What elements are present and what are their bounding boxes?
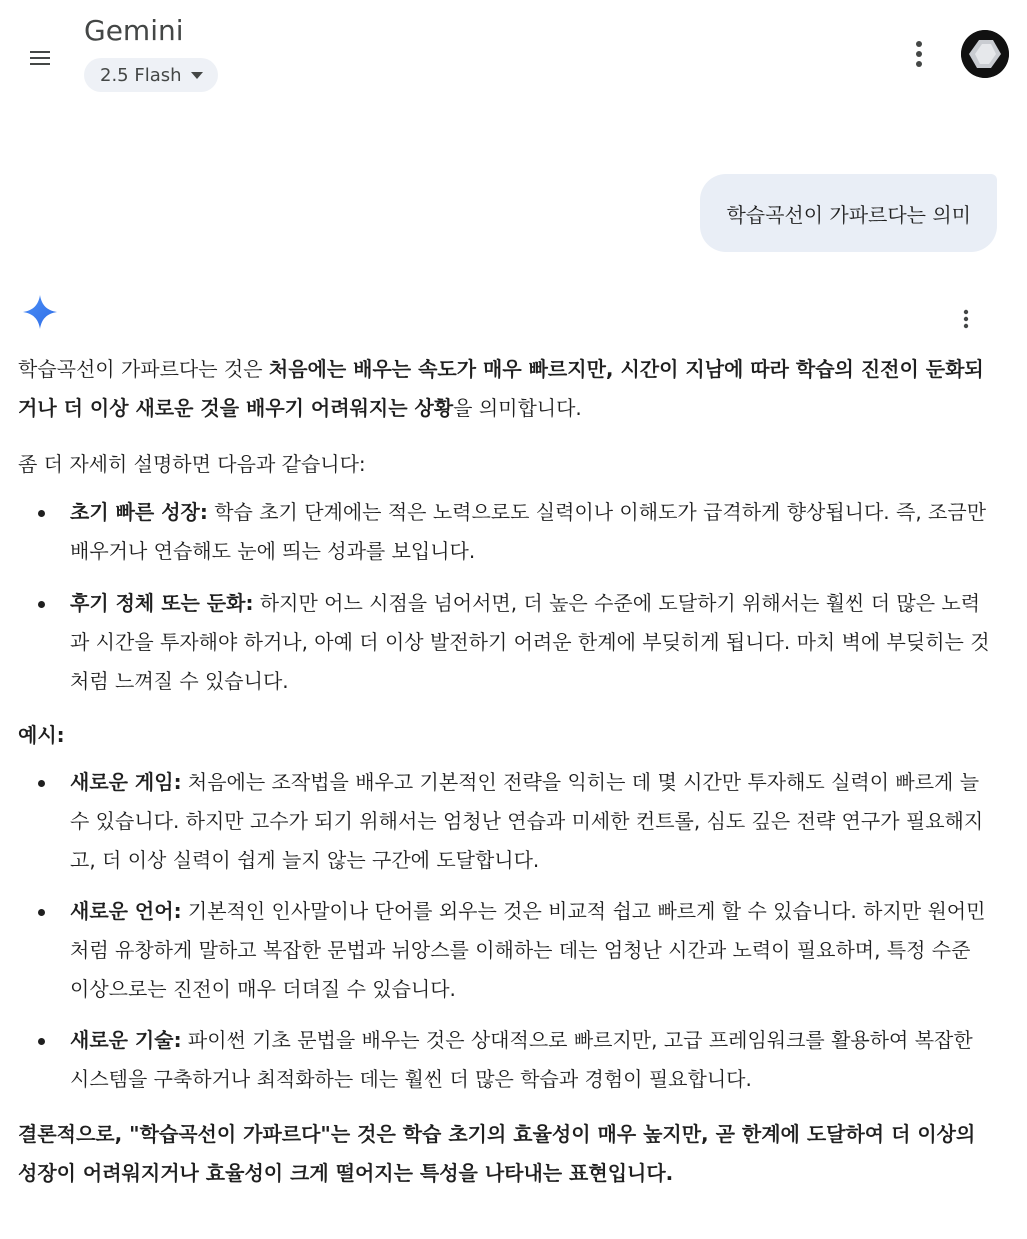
intro-text-end: 을 의미합니다.	[453, 396, 582, 420]
explain-intro: 좀 더 자세히 설명하면 다음과 같습니다:	[18, 452, 366, 476]
conclusion-text: 결론적으로, "학습곡선이 가파르다"는 것은 학습 초기의 효율성이 매우 높지만, 곧 한계에 도달하여 더 이상의 성장이 어려워지거나 효율성이 크게 떨어지는 특성을 나타내는 표현입니다.	[18, 1122, 976, 1185]
response-more-button[interactable]	[953, 305, 979, 333]
gemini-sparkle-icon	[22, 294, 58, 330]
model-selector-button[interactable]	[84, 58, 218, 92]
list-item-title: 새로운 게임:	[70, 770, 182, 794]
conclusion	[18, 1115, 993, 1193]
list-item	[70, 584, 993, 701]
list-item-text: 파이썬 기초 문법을 배우는 것은 상대적으로 빠르지만, 고급 프레임워크를 활용하여 복잡한 시스템을 구축하거나 최적화하는 데는 훨씬 더 많은 학습과 경험이 필요합니다.	[70, 1028, 973, 1091]
examples-list	[18, 763, 993, 1099]
list-item-text: 하지만 어느 시점을 넘어서면, 더 높은 수준에 도달하기 위해서는 훨씬 더 많은 노력과 시간을 투자해야 하거나, 아예 더 이상 발전하기 어려운 한계에 부딪히게 됩니다. 마치 벽에 부딪히는 것처럼 느껴질 수 있습니다.	[70, 591, 990, 693]
response-intro	[18, 350, 993, 428]
dropdown-arrow-icon	[190, 70, 204, 80]
model-label: 2.5 Flash	[100, 64, 182, 86]
list-item	[70, 763, 993, 880]
list-item	[70, 892, 993, 1009]
intro-bold-text: 처음에는 배우는 속도가 매우 빠르지만, 시간이 지남에 따라 학습의 진전이 둔화되거나 더 이상 새로운 것을 배우기 어려워지는 상황	[18, 357, 984, 420]
intro-text: 학습곡선이 가파르다는 것은	[18, 357, 269, 381]
user-message-text: 학습곡선이 가파르다는 의미	[726, 202, 971, 227]
list-item-text: 학습 초기 단계에는 적은 노력으로도 실력이나 이해도가 급격하게 향상됩니다. 즉, 조금만 배우거나 연습해도 눈에 띄는 성과를 보입니다.	[70, 500, 987, 563]
hamburger-menu-icon	[28, 48, 52, 68]
examples-heading	[18, 716, 993, 755]
avatar-image	[961, 30, 1009, 78]
more-options-button[interactable]	[904, 36, 934, 72]
account-avatar-button[interactable]	[961, 30, 1009, 78]
top-app-bar	[0, 0, 1027, 110]
list-item-text: 기본적인 인사말이나 단어를 외우는 것은 비교적 쉽고 빠르게 할 수 있습니다. 하지만 원어민처럼 유창하게 말하고 복잡한 문법과 뉘앙스를 이해하는 데는 엄청난 시간과 노력이 필요하며, 특정 수준 이상으로는 진전이 매우 더뎌질 수 있습니다.	[70, 899, 986, 1001]
app-title: Gemini	[84, 14, 184, 47]
model-response	[18, 350, 993, 1193]
examples-heading-text: 예시:	[18, 723, 65, 747]
list-item-text: 처음에는 조작법을 배우고 기본적인 전략을 익히는 데 몇 시간만 투자해도 실력이 빠르게 늘 수 있습니다. 하지만 고수가 되기 위해서는 엄청난 연습과 미세한 컨트롤, 심도 깊은 전략 연구가 필요해지고, 더 이상 실력이 쉽게 늘지 않는 구간에 도달합니다.	[70, 770, 984, 872]
more-vert-icon	[915, 40, 923, 68]
list-item	[70, 493, 993, 571]
list-item-title: 새로운 기술:	[70, 1028, 182, 1052]
list-item-title: 새로운 언어:	[70, 899, 182, 923]
explanation-list	[18, 493, 993, 701]
main-menu-button[interactable]	[22, 40, 58, 76]
list-item-title: 초기 빠른 성장:	[70, 500, 208, 524]
list-item-title: 후기 정체 또는 둔화:	[70, 591, 254, 615]
more-vert-icon	[963, 309, 969, 329]
user-message-bubble	[700, 174, 997, 252]
list-item	[70, 1021, 993, 1099]
